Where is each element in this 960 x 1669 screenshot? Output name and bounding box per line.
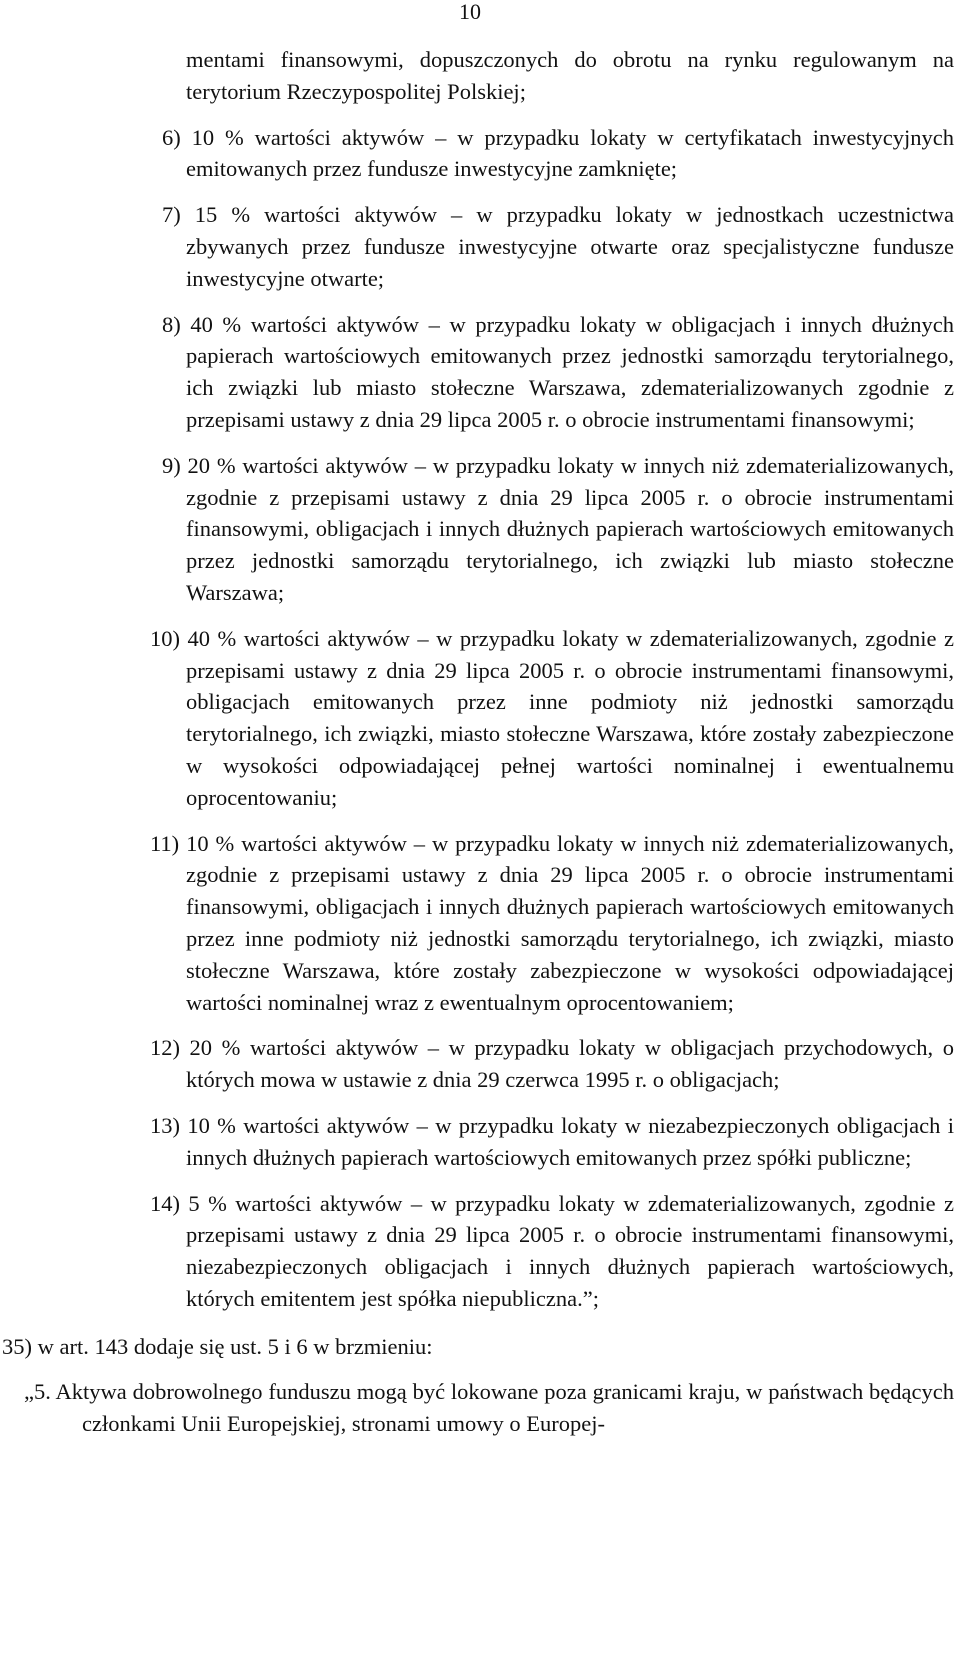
list-item-9: 9) 20 % wartości aktywów – w przypadku lokaty w innych niż zdematerializowanych, zgodnie z przepisami ustawy z dnia 29 lipca 2005 r. o obrocie instrumentami finansowymi, obligacjach i innych dłużnych papierach wartościowych emitowanych przez jednostki samorządu terytorialnego, ich związki lub miasto stołeczne Warszawa; bbox=[162, 452, 954, 605]
page-number: 10 bbox=[459, 0, 481, 24]
list-item-8: 8) 40 % wartości aktywów – w przypadku lokaty w obligacjach i innych dłużnych papierach wartościowych emitowanych przez jednostki samorządu terytorialnego, ich związki lub miasto stołeczne Warszawa, zdematerializowanych zgodnie z przepisami ustawy z dnia 29 lipca 2005 r. o obrocie instrumentami finansowymi; bbox=[162, 311, 954, 432]
list-item-7: 7) 15 % wartości aktywów – w przypadku lokaty w jednostkach uczestnictwa zbywanych przez fundusze inwestycyjne otwarte oraz specjalistyczne fundusze inwestycyjne otwarte; bbox=[162, 202, 954, 291]
list-item-12: 12) 20 % wartości aktywów – w przypadku lokaty w obligacjach przychodowych, o których mowa w ustawie z dnia 29 czerwca 1995 r. o obligacjach; bbox=[150, 1035, 954, 1093]
document-body bbox=[0, 44, 960, 1440]
amendment-point-35: 35) w art. 143 dodaje się ust. 5 i 6 w brzmieniu: bbox=[2, 1333, 433, 1359]
quoted-provision-5: „5. Aktywa dobrowolnego funduszu mogą być lokowane poza granicami kraju, w państwach będących członkami Unii Europejskiej, stronami umowy o Europej- bbox=[24, 1379, 954, 1437]
paragraph-continuation: mentami finansowymi, dopuszczonych do obrotu na rynku regulowanym na terytorium Rzeczypospolitej Polskiej; bbox=[186, 47, 954, 104]
list-item-14: 14) 5 % wartości aktywów – w przypadku lokaty w zdematerializowanych, zgodnie z przepisami ustawy z dnia 29 lipca 2005 r. o obrocie instrumentami finansowymi, niezabezpieczonych obligacjach i innych dłużnych papierach wartościowych, których emitentem jest spółka niepubliczna.”; bbox=[150, 1190, 954, 1311]
list-item-11: 11) 10 % wartości aktywów – w przypadku lokaty w innych niż zdematerializowanych, zgodnie z przepisami ustawy z dnia 29 lipca 2005 r. o obrocie instrumentami finansowymi, obligacjach i innych dłużnych papierach wartościowych emitowanych przez inne podmioty niż jednostki samorządu terytorialnego, ich związki, miasto stołeczne Warszawa, które zostały zabezpieczone w wysokości odpowiadającej wartości nominalnej wraz z ewentualnym oprocentowaniem; bbox=[150, 830, 954, 1015]
list-item-6: 6) 10 % wartości aktywów – w przypadku lokaty w certyfikatach inwestycyjnych emitowanych przez fundusze inwestycyjne zamknięte; bbox=[162, 124, 954, 182]
list-item-13: 13) 10 % wartości aktywów – w przypadku lokaty w niezabezpieczonych obligacjach i innych dłużnych papierach wartościowych emitowanych przez spółki publiczne; bbox=[150, 1112, 954, 1170]
list-item-10: 10) 40 % wartości aktywów – w przypadku lokaty w zdematerializowanych, zgodnie z przepisami ustawy z dnia 29 lipca 2005 r. o obrocie instrumentami finansowymi, obligacjach emitowanych przez inne podmioty niż jednostki samorządu terytorialnego, ich związki, miasto stołeczne Warszawa, które zostały zabezpieczone w wysokości odpowiadającej pełnej wartości nominalnej i ewentualnemu oprocentowaniu; bbox=[150, 625, 954, 810]
